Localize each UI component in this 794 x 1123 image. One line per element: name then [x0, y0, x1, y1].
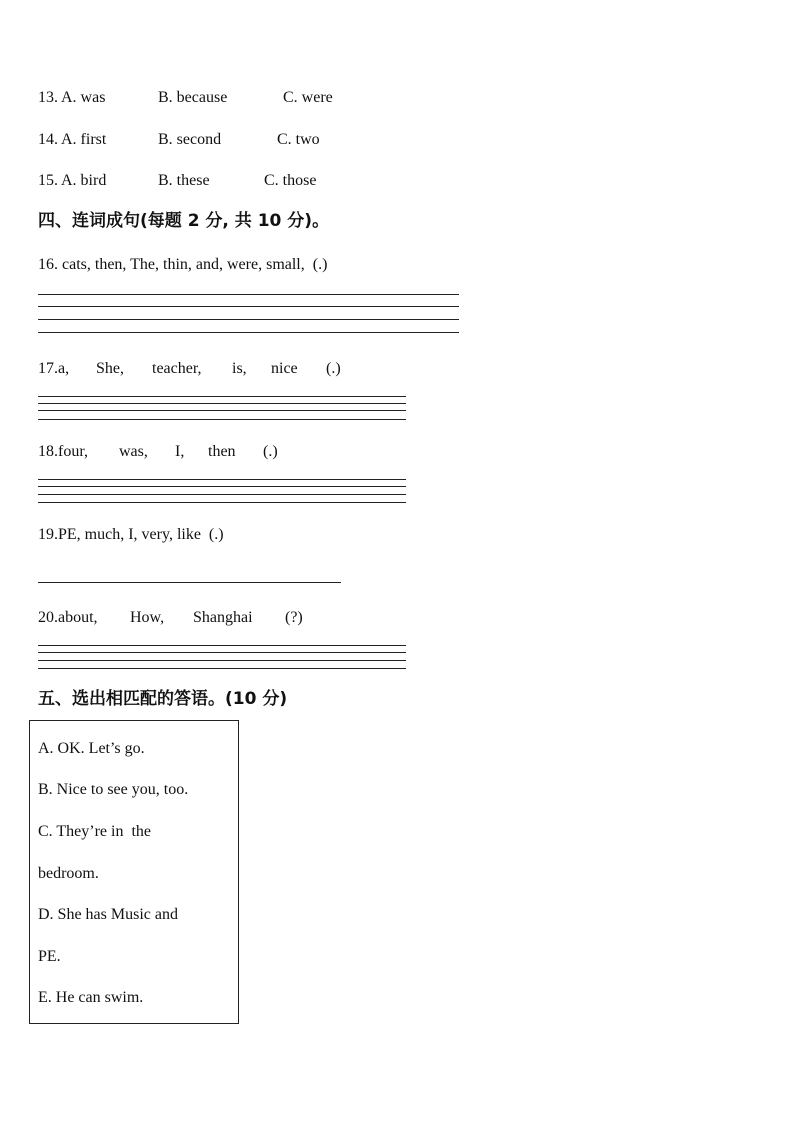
answer-line	[38, 294, 459, 295]
answer-line	[38, 582, 341, 583]
question-16: 16. cats, then, The, thin, and, were, small, (.)	[38, 256, 328, 273]
answer-option: C. They’re in the	[38, 823, 152, 840]
answer-line	[38, 403, 406, 404]
answer-line	[38, 410, 406, 411]
question-number: 13.	[38, 89, 58, 106]
answer-line	[38, 502, 406, 503]
answer-options-box	[29, 720, 239, 1024]
option-c: C. were	[283, 89, 333, 106]
question-number: 14.	[38, 131, 58, 148]
answer-option: PE.	[38, 948, 61, 965]
word: teacher,	[152, 360, 202, 377]
answer-line	[38, 645, 406, 646]
option-b: B. these	[158, 172, 210, 189]
word: (?)	[285, 609, 303, 626]
word: is,	[232, 360, 247, 377]
option-c: C. those	[264, 172, 317, 189]
option-b: B. because	[158, 89, 228, 106]
answer-option: E. He can swim.	[38, 989, 144, 1006]
word: 17.a,	[38, 360, 70, 377]
answer-line	[38, 306, 459, 307]
question-19: 19.PE, much, I, very, like (.)	[38, 526, 224, 543]
word: How,	[130, 609, 165, 626]
word: then	[208, 443, 236, 460]
answer-line	[38, 660, 406, 661]
word: 18.four,	[38, 443, 89, 460]
answer-line	[38, 319, 459, 320]
answer-line	[38, 419, 406, 420]
answer-option: A. OK. Let’s go.	[38, 740, 145, 757]
answer-option: D. She has Music and	[38, 906, 178, 923]
option-a: A. was	[61, 89, 106, 106]
option-c: C. two	[277, 131, 320, 148]
word: (.)	[326, 360, 341, 377]
answer-option: bedroom.	[38, 865, 99, 882]
answer-line	[38, 479, 406, 480]
section-5-heading: 五、选出相匹配的答语。(10 分)	[38, 689, 288, 709]
question-number: 15.	[38, 172, 58, 189]
answer-line	[38, 486, 406, 487]
answer-line	[38, 332, 459, 333]
answer-line	[38, 652, 406, 653]
option-a: A. first	[61, 131, 107, 148]
section-4-heading: 四、连词成句(每题 2 分, 共 10 分)。	[38, 211, 330, 231]
word: was,	[119, 443, 148, 460]
word: 20.about,	[38, 609, 98, 626]
word: Shanghai	[193, 609, 253, 626]
answer-line	[38, 494, 406, 495]
option-a: A. bird	[61, 172, 107, 189]
word: nice	[271, 360, 298, 377]
word: (.)	[263, 443, 278, 460]
word: I,	[175, 443, 185, 460]
answer-line	[38, 396, 406, 397]
option-b: B. second	[158, 131, 222, 148]
answer-option: B. Nice to see you, too.	[38, 781, 189, 798]
answer-line	[38, 668, 406, 669]
word: She,	[96, 360, 124, 377]
